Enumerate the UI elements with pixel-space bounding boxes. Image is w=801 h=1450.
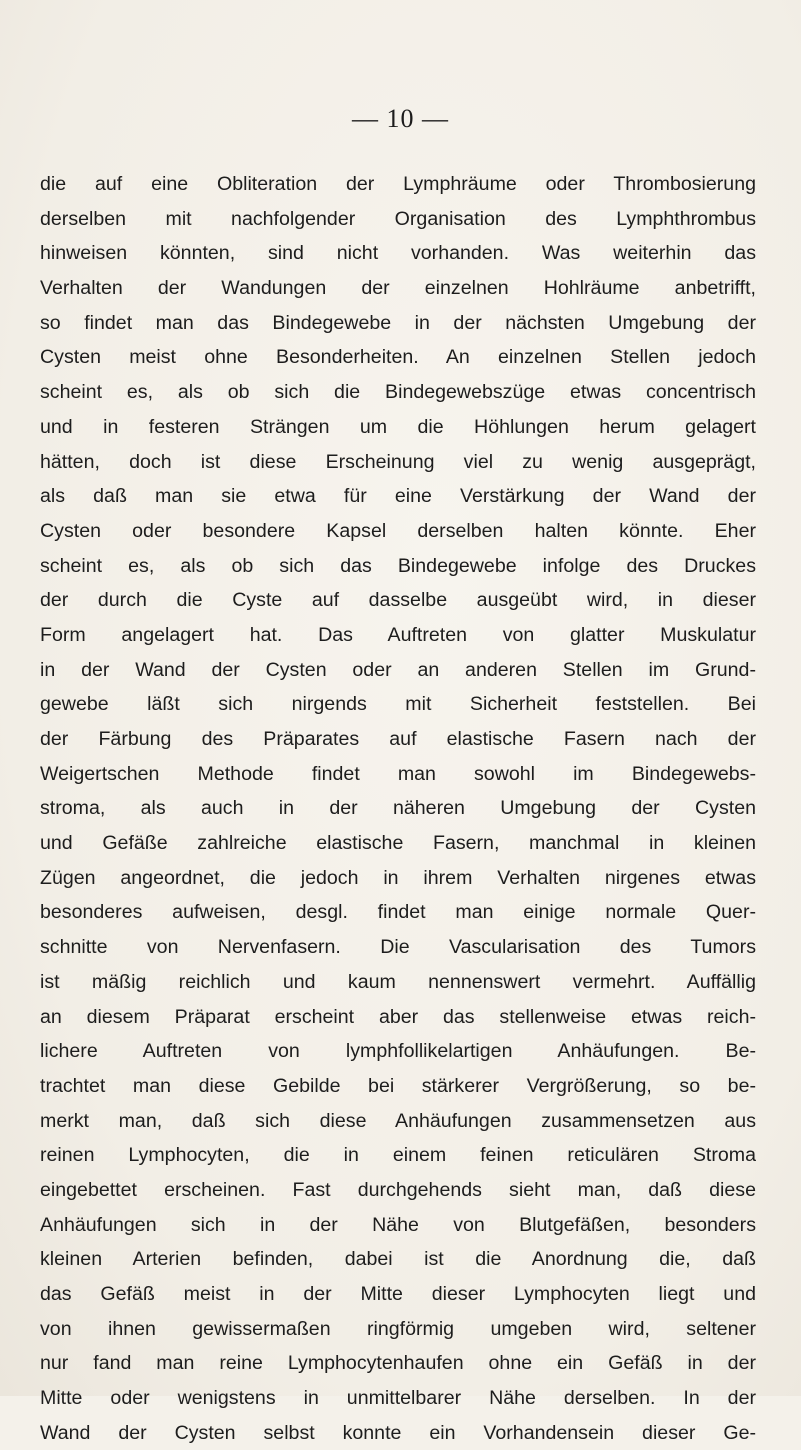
text-line: Anhäufungen sich in der Nähe von Blutgefäßen, besonders	[40, 1213, 756, 1236]
text-line: Cysten oder besondere Kapsel derselben halten könnte. Eher	[40, 519, 756, 542]
text-line: so findet man das Bindegewebe in der nächsten Umgebung der	[40, 311, 756, 334]
text-line: Cysten meist ohne Besonderheiten. An einzelnen Stellen jedoch	[40, 346, 756, 369]
text-line: stroma, als auch in der näheren Umgebung der Cysten	[40, 797, 756, 820]
text-line: der durch die Cyste auf dasselbe ausgeübt wird, in dieser	[40, 589, 756, 612]
text-line: und in festeren Strängen um die Höhlungen herum gelagert	[40, 415, 756, 438]
text-line: ist mäßig reichlich und kaum nennenswert vermehrt. Auffällig	[40, 970, 756, 993]
text-line: Mitte oder wenigstens in unmittelbarer Nähe derselben. In der	[40, 1387, 756, 1410]
text-line: lichere Auftreten von lymphfollikelartigen Anhäufungen. Be-	[40, 1040, 756, 1063]
text-line: in der Wand der Cysten oder an anderen Stellen im Grund-	[40, 658, 756, 681]
text-line: hätten, doch ist diese Erscheinung viel zu wenig ausgeprägt,	[40, 450, 756, 473]
text-line: von ihnen gewissermaßen ringförmig umgeben wird, seltener	[40, 1317, 756, 1340]
text-line: derselben mit nachfolgender Organisation des Lymphthrombus	[40, 207, 756, 230]
text-line: hinweisen könnten, sind nicht vorhanden. Was weiterhin das	[40, 242, 756, 265]
text-line: der Färbung des Präparates auf elastische Fasern nach der	[40, 728, 756, 750]
text-line: Wand der Cysten selbst konnte ein Vorhandensein dieser Ge-	[40, 1421, 756, 1444]
text-line: an diesem Präparat erscheint aber das stellenweise etwas reich-	[40, 1005, 756, 1028]
text-line: reinen Lymphocyten, die in einem feinen reticulären Stroma	[40, 1144, 756, 1167]
text-line: eingebettet erscheinen. Fast durchgehends sieht man, daß diese	[40, 1178, 756, 1201]
text-line: die auf eine Obliteration der Lymphräume oder Thrombosierung	[40, 173, 756, 195]
text-line: kleinen Arterien befinden, dabei ist die Anordnung die, daß	[40, 1248, 756, 1271]
text-line: trachtet man diese Gebilde bei stärkerer Vergrößerung, so be-	[40, 1074, 756, 1097]
text-line: Verhalten der Wandungen der einzelnen Hohlräume anbetrifft,	[40, 277, 756, 300]
text-line: merkt man, daß sich diese Anhäufungen zusammensetzen aus	[40, 1109, 756, 1132]
text-line: und Gefäße zahlreiche elastische Fasern, manchmal in kleinen	[40, 832, 756, 855]
text-line: gewebe läßt sich nirgends mit Sicherheit feststellen. Bei	[40, 693, 756, 716]
text-line: das Gefäß meist in der Mitte dieser Lymphocyten liegt und	[40, 1283, 756, 1305]
text-line: nur fand man reine Lymphocytenhaufen ohne ein Gefäß in der	[40, 1352, 756, 1375]
text-line: als daß man sie etwa für eine Verstärkung der Wand der	[40, 485, 756, 508]
text-line: scheint es, als ob sich die Bindegewebszüge etwas concentrisch	[40, 381, 756, 404]
text-line: schnitte von Nervenfasern. Die Vascularisation des Tumors	[40, 936, 756, 959]
page-number: — 10 —	[352, 104, 449, 133]
text-line: Zügen angeordnet, die jedoch in ihrem Verhalten nirgenes etwas	[40, 866, 756, 889]
body-paragraph	[40, 167, 756, 1450]
text-line: Form angelagert hat. Das Auftreten von glatter Muskulatur	[40, 623, 756, 646]
text-line: Weigertschen Methode findet man sowohl im Bindegewebs-	[40, 762, 756, 785]
text-line: besonderes aufweisen, desgl. findet man einige normale Quer-	[40, 901, 756, 924]
text-line: scheint es, als ob sich das Bindegewebe infolge des Druckes	[40, 554, 756, 577]
